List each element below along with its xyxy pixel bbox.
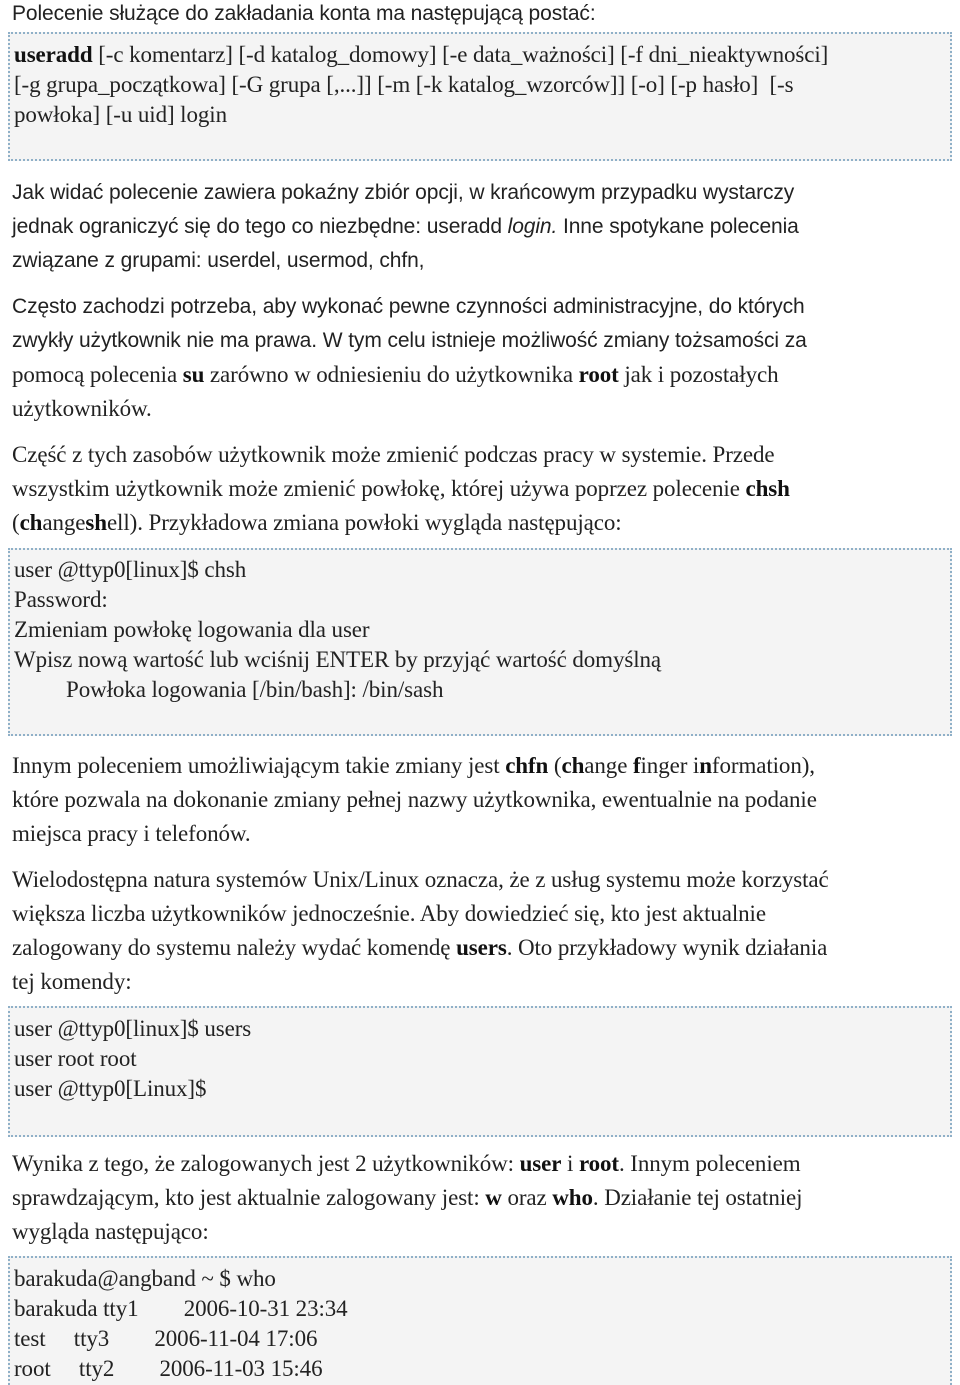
para5-line-3: zalogowany do systemu należy wydać komendę users. Oto przykładowy wynik działania (12, 935, 828, 960)
users-line-1: user @ttyp0[linux]$ users (14, 1016, 252, 1041)
useradd-syntax-box (8, 32, 952, 161)
chsh-line-2: Password: (14, 587, 108, 612)
useradd-command: useradd (14, 42, 93, 67)
para1-line-1: Jak widać polecenie zawiera pokaźny zbiór opcji, w krańcowym przypadku wystarczy (12, 181, 795, 204)
intro-text: Polecenie służące do zakładania konta ma następującą postać: (12, 2, 596, 25)
para3-line-2: wszystkim użytkownik może zmienić powłokę, której używa poprzez polecenie chsh (12, 476, 790, 501)
para4-line-3: miejsca pracy i telefonów. (12, 821, 251, 846)
para5-line-1: Wielodostępna natura systemów Unix/Linux oznacza, że z usług systemu może korzystać (12, 867, 829, 892)
para2-line-1: Często zachodzi potrzeba, aby wykonać pewne czynności administracyjne, do których (12, 295, 805, 318)
para1-line-3: związane z grupami: userdel, usermod, chfn, (12, 249, 425, 272)
syntax-line-3: powłoka] [-u uid] login (14, 102, 227, 127)
who-line-3: test tty3 2006-11-04 17:06 (14, 1326, 318, 1351)
para2-line-4: użytkowników. (12, 396, 152, 421)
para4-line-1: Innym poleceniem umożliwiającym takie zmiany jest chfn (change finger information), (12, 753, 815, 778)
syntax-line-2: [-g grupa_początkowa] [-G grupa [,...]] [-m [-k katalog_wzorców]] [-o] [-p hasło] [-s (14, 72, 794, 97)
users-example-box (8, 1006, 952, 1137)
para2-line-3: pomocą polecenia su zarówno w odniesieniu do użytkownika root jak i pozostałych (12, 362, 779, 387)
chsh-example-box (8, 548, 952, 736)
para4-line-2: które pozwala na dokonanie zmiany pełnej nazwy użytkownika, ewentualnie na podanie (12, 787, 817, 812)
para3-line-3: (changeshell). Przykładowa zmiana powłoki wygląda następująco: (12, 510, 622, 535)
para6-line-3: wygląda następująco: (12, 1219, 209, 1244)
para1-line-2: jednak ograniczyć się do tego co niezbędne: useradd login. Inne spotykane polecenia (12, 215, 799, 238)
chsh-line-5: Powłoka logowania [/bin/bash]: /bin/sash (66, 677, 444, 702)
users-line-2: user root root (14, 1046, 137, 1071)
who-example-box (8, 1256, 952, 1385)
who-line-1: barakuda@angband ~ $ who (14, 1266, 276, 1291)
who-line-2: barakuda tty1 2006-10-31 23:34 (14, 1296, 348, 1321)
syntax-line-1: useradd [-c komentarz] [-d katalog_domowy] [-e data_ważności] [-f dni_nieaktywności] (14, 42, 829, 67)
para2-line-2: zwykły użytkownik nie ma prawa. W tym celu istnieje możliwość zmiany tożsamości za (12, 329, 807, 352)
para5-line-2: większa liczba użytkowników jednocześnie. Aby dowiedzieć się, kto jest aktualnie (12, 901, 766, 926)
chsh-line-4: Wpisz nową wartość lub wciśnij ENTER by przyjąć wartość domyślną (14, 647, 662, 672)
para5-line-4: tej komendy: (12, 969, 132, 994)
para3-line-1: Część z tych zasobów użytkownik może zmienić podczas pracy w systemie. Przede (12, 442, 775, 467)
users-line-3: user @ttyp0[Linux]$ (14, 1076, 207, 1101)
chsh-line-3: Zmieniam powłokę logowania dla user (14, 617, 370, 642)
who-line-4: root tty2 2006-11-03 15:46 (14, 1356, 323, 1381)
para6-line-1: Wynika z tego, że zalogowanych jest 2 użytkowników: user i root. Innym poleceniem (12, 1151, 801, 1176)
para6-line-2: sprawdzającym, kto jest aktualnie zalogowany jest: w oraz who. Działanie tej ostatniej (12, 1185, 803, 1210)
chsh-line-1: user @ttyp0[linux]$ chsh (14, 557, 247, 582)
